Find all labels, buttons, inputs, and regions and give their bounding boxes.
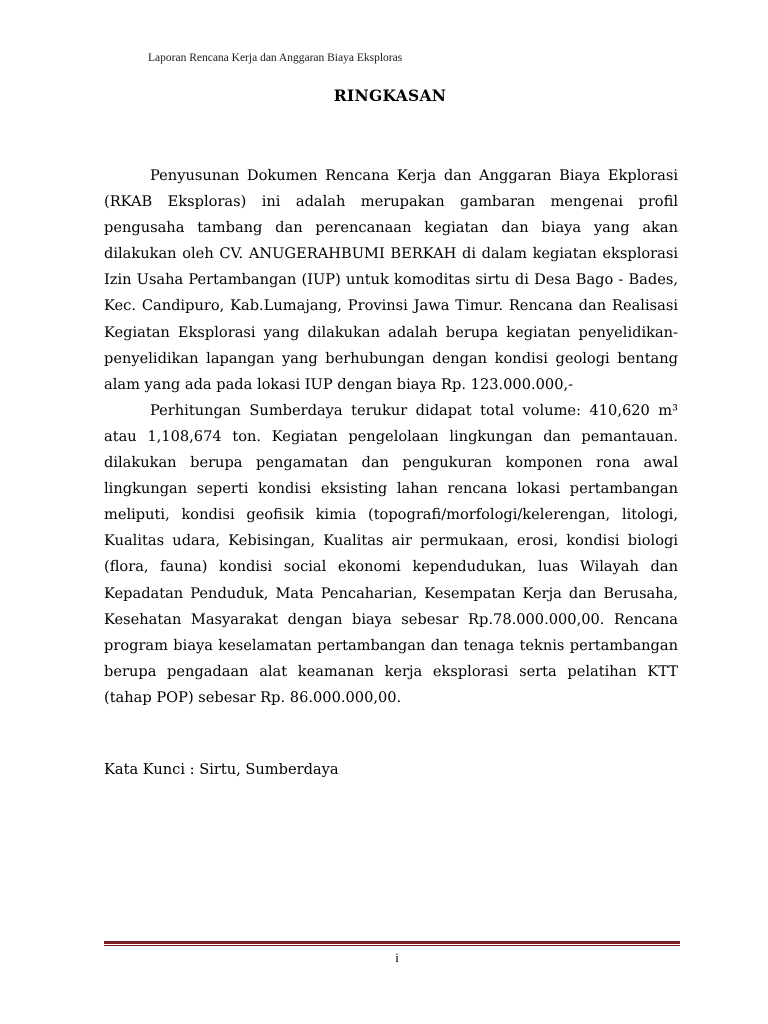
page-title: RINGKASAN [333, 86, 447, 105]
running-header: Laporan Rencana Kerja dan Anggaran Biaya Eksploras [148, 52, 403, 64]
footer-divider-thick [104, 941, 680, 944]
summary-paragraph: Penyusunan Dokumen Rencana Kerja dan Anggaran Biaya Ekplorasi (RKAB Eksploras) ini adalah merupakan gambaran mengenai profil pengusaha tambang dan perencanaan kegiatan dan biaya yang akan dilakukan oleh CV. ANUGERAHBUMI BERKAH di dalam kegiatan eksplorasi Izin Usaha Pertambangan (IUP) untuk komoditas sirtu di Desa Bago - Bades, Kec. Candipuro, Kab.Lumajang, Provinsi Jawa Timur. Rencana dan Realisasi Kegiatan Eksplorasi yang dilakukan adalah berupa kegiatan penyelidikan-penyelidikan lapangan yang berhubungan dengan kondisi geologi bentang alam yang ada pada lokasi IUP dengan biaya Rp. 123.000.000,- [104, 167, 678, 393]
page-number: i [395, 950, 399, 965]
summary-paragraph: Perhitungan Sumberdaya terukur didapat total volume: 410,620 m³ atau 1,108,674 ton. Kegiatan pengelolaan lingkungan dan pemantauan. dilakukan berupa pengamatan dan pengukuran komponen rona awal lingkungan seperti kondisi eksisting lahan rencana lokasi pertambangan meliputi, kondisi geofisik kimia (topografi/morfologi/kelerengan, litologi, Kualitas udara, Kebisingan, Kualitas air permukaan, erosi, kondisi biologi (flora, fauna) kondisi social ekonomi kependudukan, luas Wilayah dan Kepadatan Penduduk, Mata Pencaharian, Kesempatan Kerja dan Berusaha, Kesehatan Masyarakat dengan biaya sebesar Rp.78.000.000,00. Rencana program biaya keselamatan pertambangan dan tenaga teknis pertambangan berupa pengadaan alat keamanan kerja eksplorasi serta pelatihan KTT (tahap POP) sebesar Rp. 86.000.000,00. [104, 401, 678, 706]
footer-divider [104, 941, 680, 947]
summary-body [104, 163, 678, 711]
footer-divider-thin [104, 945, 680, 946]
keywords-line: Kata Kunci : Sirtu, Sumberdaya [104, 761, 339, 778]
